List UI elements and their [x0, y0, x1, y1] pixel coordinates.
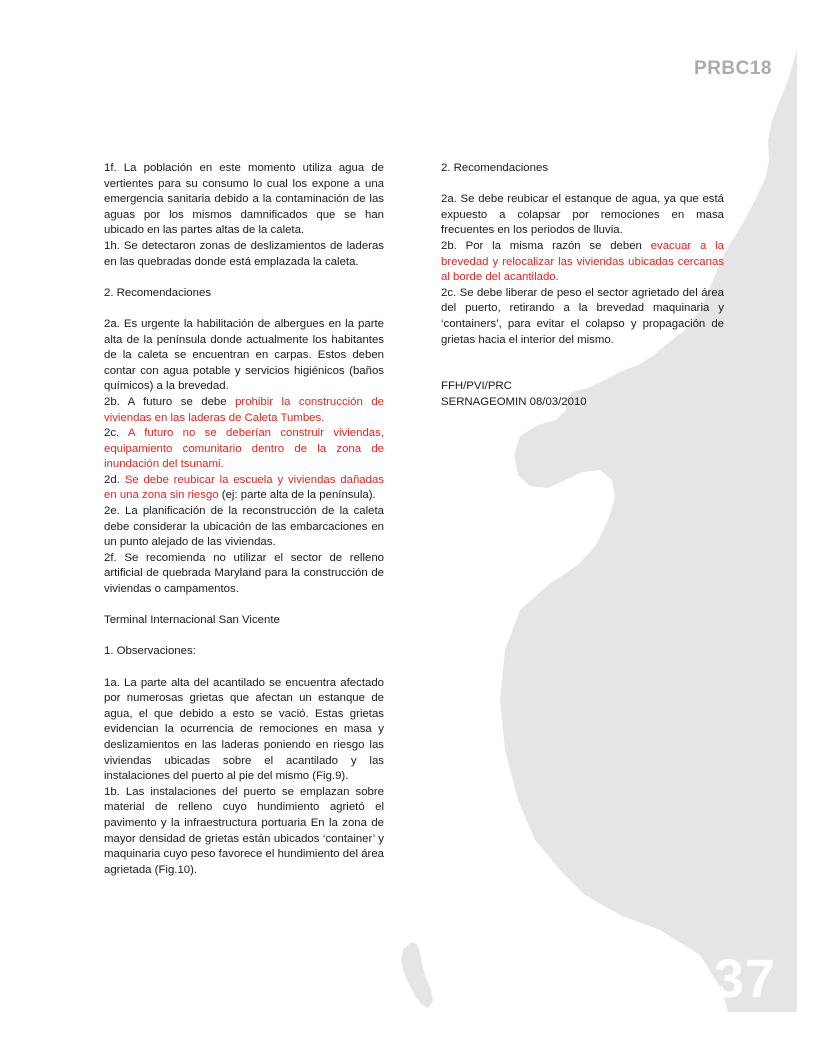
recommendations-heading: 2. Recomendaciones	[104, 286, 212, 299]
recommendation-2d-suffix: (ej: parte alta de la península).	[218, 489, 376, 502]
observation-1b: 1b. Las instalaciones del puerto se emplazan sobre material de relleno cuyo hundimiento agrietó el pavimento y la infraestructura portuaria En la zona de mayor densidad de grietas están ubicados ‘container’ y maquinaria cuyo peso favorece el hundimiento del área agrietada (Fig.10).	[104, 785, 384, 876]
recommendation-2c-highlight: A futuro no se deberían construir viviendas, equipamiento comunitario dentro de la zona de inundación del tsunami.	[104, 427, 384, 471]
island-landmass	[401, 942, 433, 1008]
recommendation-2b	[104, 395, 384, 426]
observations-heading: 1. Observaciones:	[104, 645, 196, 658]
recommendation-2d-text: 2d.	[104, 473, 125, 486]
signature-initials: FFH/PVI/PRC	[441, 380, 512, 393]
left-text-column	[104, 161, 384, 878]
recommendation-2b-text: 2b. A futuro se debe	[104, 395, 236, 408]
page-number: 37	[713, 949, 776, 1009]
terminal-heading: Terminal Internacional San Vicente	[104, 614, 280, 627]
right-text-column	[441, 161, 724, 410]
observation-1f: 1f. La población en este momento utiliza agua de vertientes para su consumo lo cual los expone a una emergencia sanitaria debido a la contaminación de las aguas por los mismos damnificados que se han ubicado en las partes altas de la caleta.	[104, 162, 384, 237]
observation-1a: 1a. La parte alta del acantilado se encuentra afectado por numerosas grietas que afectan un estanque de agua, el que debido a esto se vació. Estas grietas evidencian la ocurrencia de remociones en masa y deslizamientos en las laderas poniendo en riesgo las viviendas ubicadas sobre el acantilado y las instalaciones del puerto al pie del mismo (Fig.9).	[104, 676, 384, 783]
recommendation-2b-right-text: 2b. Por la misma razón se deben	[441, 239, 651, 252]
recommendation-2d	[104, 473, 384, 504]
recommendation-2d-highlight: Se debe reubicar la escuela y viviendas dañadas en una zona sin riesgo	[104, 473, 385, 502]
signature-institution-date: SERNAGEOMIN 08/03/2010	[441, 395, 587, 408]
recommendation-2b-right	[441, 239, 724, 286]
recommendation-2c	[104, 426, 384, 473]
recommendation-2c-text: 2c.	[104, 427, 128, 440]
recommendation-2e: 2e. La planificación de la reconstrucción de la caleta debe considerar la ubicación de las embarcaciones en un punto alejado de las viviendas.	[104, 505, 384, 549]
recommendation-2a-right: 2a. Se debe reubicar el estanque de agua, ya que está expuesto a colapsar por remociones en masa frecuentes en los periodos de lluvia.	[441, 193, 724, 237]
recommendations-heading-right: 2. Recomendaciones	[441, 162, 549, 174]
recommendation-2b-right-highlight: evacuar a la brevedad y relocalizar las viviendas ubicadas cercanas al borde del acantilado.	[441, 239, 724, 284]
recommendation-2b-highlight: prohibir la construcción de viviendas en las laderas de Caleta Tumbes.	[104, 395, 384, 424]
document-code: PRBC18	[694, 58, 772, 79]
observation-1h: 1h. Se detectaron zonas de deslizamientos de laderas en las quebradas donde está emplazada la caleta.	[104, 239, 384, 268]
recommendation-2f: 2f. Se recomienda no utilizar el sector de relleno artificial de quebrada Maryland para la construcción de viviendas o campamentos.	[104, 551, 384, 596]
recommendation-2a: 2a. Es urgente la habilitación de albergues en la parte alta de la península donde actualmente los habitantes de la caleta se encuentran en carpas. Estos deben contar con agua potable y servicios higiénicos (baños químicos) a la brevedad.	[104, 317, 384, 393]
recommendation-2c-right: 2c. Se debe liberar de peso el sector agrietado del área del puerto, retirando a la brevedad maquinaria y ‘containers’, para evitar el colapso y propagación de grietas hacia el interior del mismo.	[441, 286, 724, 346]
